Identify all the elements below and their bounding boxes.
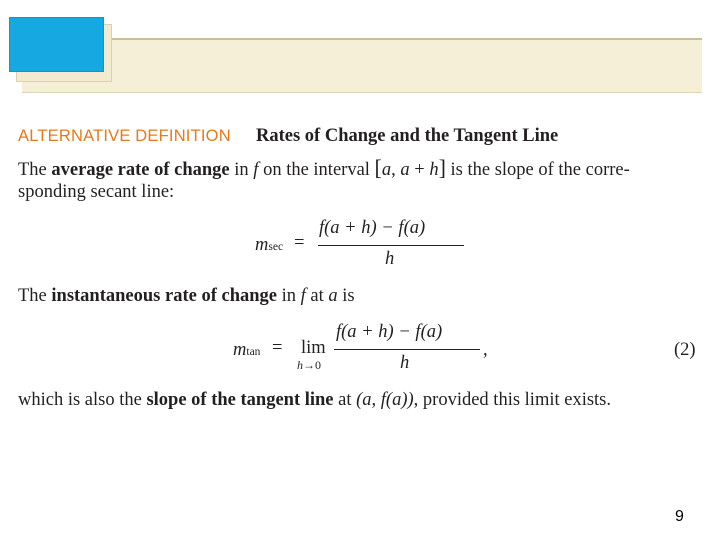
instantaneous-rate-sentence: The instantaneous rate of change in f at a is — [18, 286, 355, 306]
limit-subscript: h→0 — [297, 358, 321, 372]
tangent-numerator: f(a + h) − f(a) — [336, 322, 443, 342]
tangent-point: (a, f(a)) — [356, 390, 414, 410]
secant-denominator: h — [385, 249, 395, 269]
slope-sentence: which is also the slope of the tangent line at (a, f(a)), provided this limit exists. — [18, 390, 612, 410]
equation-number: (2) — [674, 340, 696, 360]
slope-term: slope of the tangent line — [146, 390, 334, 410]
header-blue-square — [9, 17, 104, 72]
m-sec: msec — [255, 235, 284, 255]
tangent-trailing-comma: , — [483, 340, 488, 360]
average-rate-sentence-line2: sponding secant line: — [18, 182, 175, 202]
secant-numerator: f(a + h) − f(a) — [319, 218, 426, 238]
definition-title: Rates of Change and the Tangent Line — [256, 126, 559, 146]
average-rate-sentence: The average rate of change in f on the interval [a, a + h] is the slope of the corre- — [18, 155, 630, 180]
secant-equals: = — [294, 233, 305, 253]
definition-label: ALTERNATIVE DEFINITION — [18, 127, 231, 145]
tangent-equals: = — [272, 338, 283, 358]
header-bar — [22, 38, 702, 93]
average-rate-term: average rate of change — [51, 160, 230, 180]
secant-fraction-bar — [318, 245, 464, 246]
limit-operator: lim — [301, 338, 326, 358]
instantaneous-rate-term: instantaneous rate of change — [51, 286, 277, 306]
tangent-denominator: h — [400, 353, 410, 373]
page-number: 9 — [675, 508, 684, 525]
tangent-fraction-bar — [334, 349, 480, 350]
m-tan: mtan — [233, 340, 261, 360]
